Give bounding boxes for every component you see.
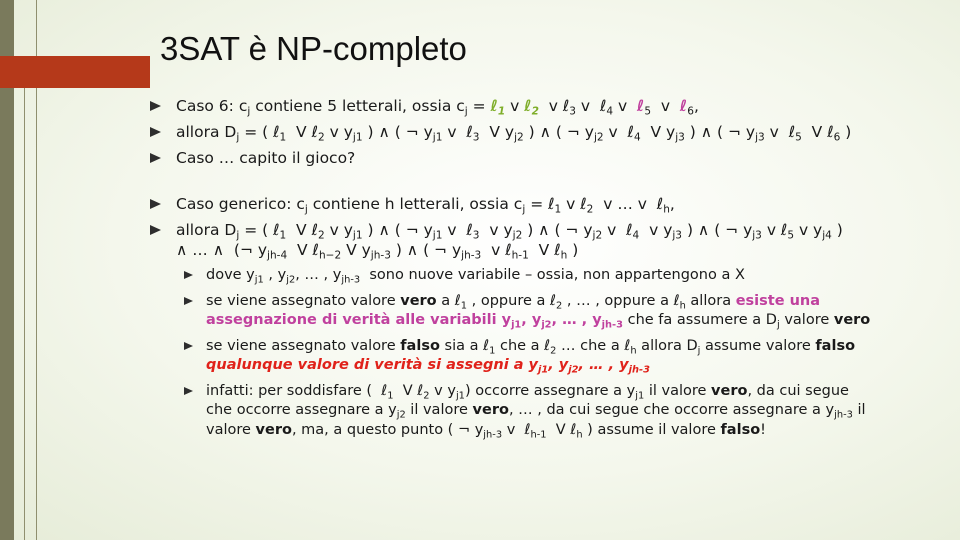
sub-bullet-falso: se viene assegnato valore falso sia a ℓ$_1$ che a ℓ$_2$ … che a ℓ$_h$ allora $D_j$ assume valore falso qualunque valore di verità si assegni a $y_{j1}$, $y_{j2}$, … , $y_{jh-3}$ [148, 337, 938, 376]
bullet-caso-generico: Caso generico: $c_j$ contiene h letterali, ossia $c_j$ = ℓ$_1$ v ℓ$_2$ v … v ℓ$_h$, [148, 194, 938, 214]
bullet-caso-6: Caso 6: $c_j$ contiene 5 letterali, ossia $c_j$ = ℓ$_1$ v ℓ$_2$ v ℓ$_3$ v ℓ$_4$ v ℓ$_5$ v ℓ$_6$, [148, 96, 938, 116]
decor-line [24, 80, 25, 540]
sub-bullet-nuove-variabili: dove $y_{j1}$ , $y_{j2}$, … , $y_{jh-3}$ sono nuove variabile – ossia, non appartengono a X [148, 266, 938, 286]
bullet-caso-generico-question: Caso … capito il gioco? [148, 148, 938, 168]
slide-content [148, 96, 938, 440]
bullet-allora-dj-generic: allora $D_j$ = ( ℓ$_1$ V ℓ$_2$ v $y_{j1}$ ) ∧ ( ¬ $y_{j1}$ v ℓ$_3$ v $y_{j2}$ ) ∧ ( ¬ $y_{j2}$ v ℓ$_4$ v $y_{j3}$ ) ∧ ( ¬ $y_{j3}$ v ℓ$_5$ v $y_{j4}$ ) ∧ … ∧ (¬ $y_{jh-4}$ V ℓ$_{h-2}$ V $y_{jh-3}$ ) ∧ ( ¬ $y_{jh-3}$ v ℓ$_{h-1}$ V ℓ$_h$ ) [148, 220, 938, 260]
slide-title: 3SAT è NP-completo [160, 30, 467, 67]
sub-bullet-infatti: infatti: per soddisfare ( ℓ$_1$ V ℓ$_2$ v $y_{j1}$) occorre assegnare a $y_{j1}$ il valore vero, da cui segue che occorre assegnare a $y_{j2}$ il valore vero, … , da cui segue che occorre assegnare a $y_{jh-3}$ il valore vero, ma, a questo punto ( ¬ $y_{jh-3}$ v ℓ$_{h-1}$ V ℓ$_h$ ) assume il valore falso! [148, 382, 938, 441]
bullet-allora-dj-6: allora $D_j$ = ( ℓ$_1$ V ℓ$_2$ v $y_{j1}$ ) ∧ ( ¬ $y_{j1}$ v ℓ$_3$ V $y_{j2}$ ) ∧ ( ¬ $y_{j2}$ v ℓ$_4$ V $y_{j3}$ ) ∧ ( ¬ $y_{j3}$ v ℓ$_5$ V ℓ$_6$ ) [148, 122, 938, 142]
sub-bullet-vero: se viene assegnato valore vero a ℓ$_1$ , oppure a ℓ$_2$ , … , oppure a ℓ$_h$ allora esiste una assegnazione di verità alle variabili $y_{j1}$, $y_{j2}$, … , $y_{jh-3}$ che fa assumere a $D_j$ valore vero [148, 292, 938, 331]
title-accent-bar [0, 56, 150, 88]
